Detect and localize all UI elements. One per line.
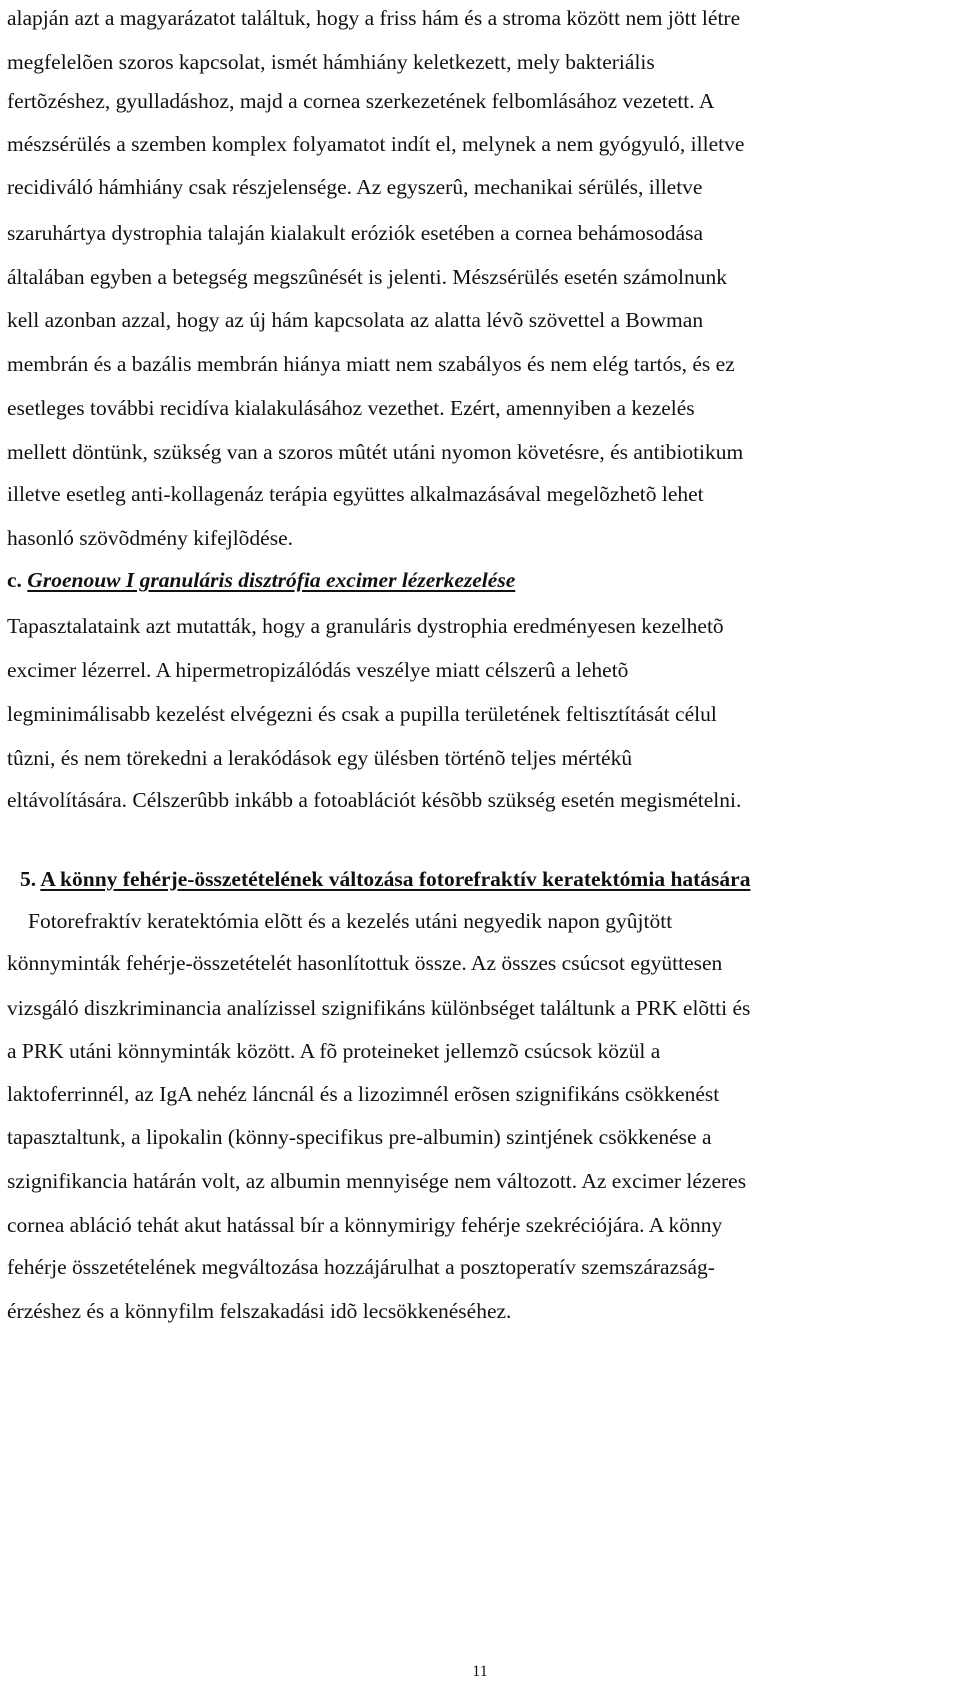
section-heading-c	[7, 567, 515, 593]
text-line: általában egyben a betegség megszûnését is jelenti. Mészsérülés esetén számolnunk	[7, 265, 727, 289]
text-line: illetve esetleg anti-kollagenáz terápia együttes alkalmazásával megelõzhetõ lehet	[7, 482, 704, 506]
text-line: excimer lézerrel. A hipermetropizálódás veszélye miatt célszerû a lehetõ	[7, 658, 629, 682]
text-line: legminimálisabb kezelést elvégezni és csak a pupilla területének feltisztítását célul	[7, 702, 717, 726]
text-line: mészsérülés a szemben komplex folyamatot indít el, melynek a nem gyógyuló, illetve	[7, 132, 745, 156]
section-title: A könny fehérje-összetételének változása fotorefraktív keratektómia hatására	[40, 867, 751, 891]
text-line: cornea abláció tehát akut hatással bír a könnymirigy fehérje szekréciójára. A könny	[7, 1213, 723, 1237]
text-line: laktoferrinnél, az IgA nehéz láncnál és a lizozimnél erõsen szignifikáns csökkenést	[7, 1082, 720, 1106]
section-title: Groenouw I granuláris disztrófia excimer lézerkezelése	[27, 568, 516, 592]
text-line: fehérje összetételének megváltozása hozzájárulhat a posztoperatív szemszárazság-	[7, 1255, 715, 1279]
text-line: fertõzéshez, gyulladáshoz, majd a cornea szerkezetének felbomlásához vezetett. A	[7, 89, 715, 113]
text-line: Fotorefraktív keratektómia elõtt és a kezelés utáni negyedik napon gyûjtött	[28, 909, 673, 933]
section-heading-5	[20, 866, 750, 892]
text-line: szignifikancia határán volt, az albumin mennyisége nem változott. Az excimer lézeres	[7, 1169, 747, 1193]
text-line: megfelelõen szoros kapcsolat, ismét hámhiány keletkezett, mely bakteriális	[7, 50, 655, 74]
text-line: membrán és a bazális membrán hiánya miatt nem szabályos és nem elég tartós, és ez	[7, 352, 735, 376]
text-line: kell azonban azzal, hogy az új hám kapcsolata az alatta lévõ szövettel a Bowman	[7, 308, 704, 332]
page-number: 11	[472, 1663, 488, 1680]
text-line: tapasztaltunk, a lipokalin (könny-specifikus pre-albumin) szintjének csökkenése a	[7, 1125, 712, 1149]
text-line: hasonló szövõdmény kifejlõdése.	[7, 526, 294, 550]
text-line: érzéshez és a könnyfilm felszakadási idõ lecsökkenéséhez.	[7, 1299, 512, 1323]
text-line: tûzni, és nem törekedni a lerakódások egy ülésben történõ teljes mértékû	[7, 746, 633, 770]
text-line: könnyminták fehérje-összetételét hasonlítottuk össze. Az összes csúcsot együttesen	[7, 951, 723, 975]
text-line: recidiváló hámhiány csak részjelensége. Az egyszerû, mechanikai sérülés, illetve	[7, 175, 703, 199]
text-line: eltávolítására. Célszerûbb inkább a fotoablációt késõbb szükség esetén megismételni.	[7, 788, 742, 812]
text-line: vizsgáló diszkriminancia analízissel szignifikáns különbséget találtunk a PRK elõtti és	[7, 996, 751, 1020]
text-line: szaruhártya dystrophia talaján kialakult eróziók esetében a cornea behámosodása	[7, 221, 704, 245]
text-line: esetleges további recidíva kialakulásához vezethet. Ezért, amennyiben a kezelés	[7, 396, 695, 420]
text-line: mellett döntünk, szükség van a szoros mûtét utáni nyomon követésre, és antibiotikum	[7, 440, 744, 464]
text-line: Tapasztalataink azt mutatták, hogy a granuláris dystrophia eredményesen kezelhetõ	[7, 614, 724, 638]
section-prefix: 5.	[20, 867, 41, 891]
text-line: alapján azt a magyarázatot találtuk, hogy a friss hám és a stroma között nem jött létre	[7, 6, 741, 30]
section-prefix: c.	[7, 568, 28, 592]
text-line: a PRK utáni könnyminták között. A fõ proteineket jellemzõ csúcsok közül a	[7, 1039, 661, 1063]
